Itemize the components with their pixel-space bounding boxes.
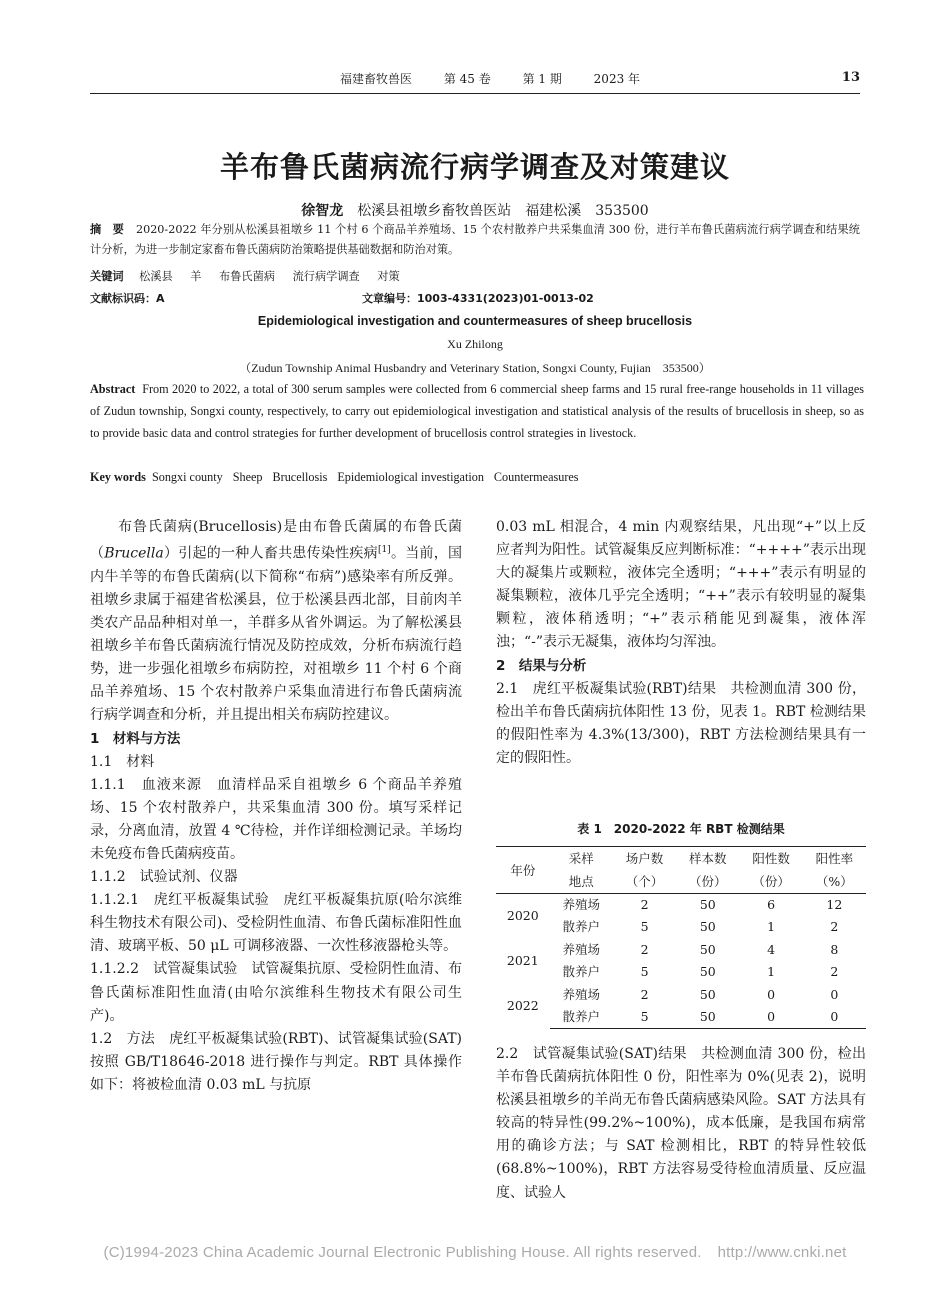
intro-text-a: 布鲁氏菌病(Brucellosis)是由布鲁氏菌属的布鲁氏菌（ (90, 519, 462, 562)
abstract-cn-text: 2020-2022 年分别从松溪县祖墩乡 11 个村 6 个商品羊养殖场、15 个农村散养户共采集血清 300 份，进行羊布鲁氏菌病流行病学调查和结果统计分析，为进一步制定家畜布鲁氏菌病防治策略提供基础数据和防治对策。 (90, 223, 860, 256)
column-header: （份） (739, 870, 802, 894)
section-heading: 2 结果与分析 (496, 657, 587, 674)
running-header (90, 70, 860, 92)
intro-genus: Brucella (104, 545, 164, 562)
header-rule (90, 93, 860, 94)
site-cell: 养殖场 (562, 897, 601, 912)
samples-cell: 50 (699, 941, 716, 957)
intro-text-c: 。当前，国内牛羊等的布鲁氏菌病(以下简称“布病”)感染率有所反弹。祖墩乡隶属于福建省松溪县，位于松溪县西北部，目前肉羊类农产品品种相对单一，羊群多从省外调运。为了解松溪县祖墩乡羊布鲁氏菌病流行情况及防控成效，分析布病流行趋势，进一步强化祖墩乡布病防控，对祖墩乡 11 个村 6 个商品羊养殖场、15 个农村散养户采集血清进行布鲁氏菌病流行病学调查和分析，并且提出相关布病防控建议。 (90, 545, 463, 724)
year-cell: 2022 (506, 998, 539, 1014)
column-header: （个） (613, 870, 676, 894)
paragraph: 1.1.2.2 试管凝集试验 试管凝集抗原、受检阴性血清、布鲁氏菌标准阳性血清(由哈尔滨维科生物技术有限公司生产)。 (90, 961, 462, 1024)
journal-volume: 第 45 卷 (443, 72, 491, 86)
samples-cell: 50 (699, 897, 716, 912)
body-right-column (496, 516, 866, 770)
paragraph: 1.1.2.1 虎红平板凝集试验 虎红平板凝集抗原(哈尔滨维科生物技术有限公司)、受检阴性血清、布鲁氏菌标准阳性血清、玻璃平板、50 μL 可调移液器、一次性移液器枪头等。 (90, 892, 462, 955)
rate-cell: 2 (830, 964, 839, 980)
positive-cell: 4 (767, 941, 776, 957)
column-header: 阳性数 (739, 847, 802, 871)
english-keywords-label: Key words (90, 470, 146, 484)
site-cell: 养殖场 (562, 986, 601, 1002)
farms-cell: 2 (640, 941, 649, 957)
doc-code: 文献标识码：A (90, 292, 165, 305)
english-abstract-text: From 2020 to 2022, a total of 300 serum samples were collected from 6 commercial sheep farms and 15 rural free-range households in 11 villages of Zudun township, Songxi county, respectively, to carry out epidemiological investigation and statistical analysis of the results of brucellosis in sheep, so as to provide basic data and control strategies for further development of brucellosis control strategies in livestock. (90, 382, 864, 440)
positive-cell: 6 (767, 897, 776, 912)
abstract-cn (90, 220, 860, 260)
farms-cell: 2 (640, 897, 649, 912)
column-header: 阳性率 (803, 847, 866, 871)
english-abstract-label: Abstract (90, 382, 136, 396)
keyword-en: Brucellosis (272, 470, 328, 484)
journal-year: 2023 年 (593, 72, 641, 86)
table-row (496, 916, 866, 938)
section-heading: 1 材料与方法 (90, 730, 181, 747)
body-right-column-lower (496, 1043, 866, 1205)
site-cell: 散养户 (562, 919, 601, 935)
english-affiliation: （Zudun Township Animal Husbandry and Veterinary Station, Songxi County, Fujian 353500） (239, 361, 711, 375)
paragraph: 2.2 试管凝集试验(SAT)结果 共检测血清 300 份，检出羊布鲁氏菌病抗体阳性 0 份，阳性率为 0%(见表 2)，说明松溪县祖墩乡的羊尚无布鲁氏菌病感染风险。SAT 方法具有较高的特异性(99.2%~100%)，成本低廉，是我国布病常用的确诊方法；与 SAT 检测相比，RBT 的特异性较低(68.8%~100%)，RBT 方法容易受待检血清质量、反应温度、试验人 (496, 1046, 866, 1201)
journal-issue: 第 1 期 (522, 72, 562, 86)
article-number: 文章编号：1003-4331(2023)01-0013-02 (362, 292, 594, 305)
column-header: 样本数 (676, 847, 739, 871)
copyright-footer (0, 1244, 950, 1261)
journal-info (340, 70, 668, 87)
positive-cell: 1 (767, 919, 776, 935)
subsection-heading: 1.1.2 试验试剂、仪器 (90, 869, 238, 886)
english-author: Xu Zhilong (447, 337, 503, 351)
copyright-text: (C)1994-2023 China Academic Journal Electronic Publishing House. All rights reserved. (103, 1244, 702, 1261)
column-header: （份） (676, 870, 739, 894)
author-name: 徐智龙 (301, 203, 344, 219)
paragraph: 1.2 方法 虎红平板凝集试验(RBT)、试管凝集试验(SAT)按照 GB/T18646-2018 进行操作与判定。RBT 具体操作如下：将被检血清 0.03 mL 与抗原 (90, 1030, 462, 1093)
body-left-column (90, 516, 462, 1097)
page-number: 13 (841, 70, 860, 85)
keyword-en: Sheep (232, 470, 263, 484)
farms-cell: 2 (640, 986, 649, 1002)
column-header: 采样 (550, 847, 613, 871)
samples-cell: 50 (699, 919, 716, 935)
samples-cell: 50 (699, 964, 716, 980)
site-cell: 散养户 (562, 964, 601, 980)
paragraph: 0.03 mL 相混合，4 min 内观察结果，凡出现“+”以上反应者判为阳性。试管凝集反应判断标准：“++++”表示出现大的凝集片或颗粒，液体完全透明；“+++”表示有明显的凝集颗粒，液体几乎完全透明；“++”表示有较明显的凝集颗粒，液体稍透明；“+”表示稍能见到凝集，液体浑浊；“-”表示无凝集，液体均匀浑浊。 (496, 519, 866, 651)
abstract-cn-label: 摘 要 (90, 223, 124, 236)
table-caption: 表 1 2020-2022 年 RBT 检测结果 (577, 822, 785, 836)
keyword-cn: 松溪县 (139, 270, 173, 283)
keywords-cn-label: 关键词 (90, 270, 124, 283)
samples-cell: 50 (699, 986, 716, 1002)
rate-cell: 0 (803, 1006, 866, 1029)
table-row (496, 939, 866, 961)
cnki-link[interactable]: http://www.cnki.net (717, 1244, 847, 1261)
column-header: （%） (803, 870, 866, 894)
column-header: 场户数 (613, 847, 676, 871)
year-cell: 2021 (506, 953, 539, 969)
rate-cell: 12 (826, 897, 843, 912)
intro-text-b: ）引起的一种人畜共患传染性疾病 (163, 545, 378, 562)
rate-cell: 2 (830, 919, 839, 935)
column-header: 年份 (496, 847, 550, 894)
farms-cell: 5 (640, 964, 649, 980)
classification-line (90, 290, 860, 306)
keyword-en: Epidemiological investigation (337, 470, 484, 484)
citation-ref: [1] (377, 545, 391, 556)
keywords-cn (90, 268, 860, 284)
table-row (496, 961, 866, 983)
author-affiliation: 松溪县祖墩乡畜牧兽医站 (357, 203, 512, 219)
rate-cell: 8 (830, 941, 839, 957)
rate-cell: 0 (830, 986, 839, 1002)
table-row (496, 894, 866, 917)
paragraph: 2.1 虎红平板凝集试验(RBT)结果 共检测血清 300 份，检出羊布鲁氏菌病抗体阳性 13 份，见表 1。RBT 检测结果的假阳性率为 4.3%(13/300)，RBT 方法检测结果具有一定的假阳性。 (496, 680, 866, 766)
positive-cell: 0 (767, 986, 776, 1002)
site-cell: 养殖场 (562, 941, 601, 957)
keyword-cn: 羊 (190, 270, 202, 283)
rbt-results-table (496, 846, 866, 1029)
table-row (496, 1006, 866, 1029)
column-header: 地点 (550, 870, 613, 894)
english-title: Epidemiological investigation and countermeasures of sheep brucellosis (257, 314, 693, 328)
year-cell: 2020 (506, 908, 539, 924)
keyword-en: Songxi county (151, 470, 223, 484)
positive-cell: 0 (739, 1006, 802, 1029)
keyword-cn: 布鲁氏菌病 (219, 270, 275, 283)
author-postcode: 353500 (595, 203, 649, 219)
author-line (0, 200, 950, 220)
paragraph: 1.1.1 血液来源 血清样品采自祖墩乡 6 个商品羊养殖场、15 个农村散养户，共采集血清 300 份。填写采样记录，分离血清，放置 4 ℃待检，并作详细检测记录。羊场均未免疫布鲁氏菌病疫苗。 (90, 776, 462, 862)
english-keywords (90, 470, 860, 485)
keyword-en: Countermeasures (493, 470, 579, 484)
article-title: 羊布鲁氏菌病流行病学调查及对策建议 (219, 150, 730, 184)
author-location: 福建松溪 (525, 203, 582, 219)
keyword-cn: 流行病学调查 (292, 270, 360, 283)
samples-cell: 50 (676, 1006, 739, 1029)
table-row (496, 984, 866, 1006)
keyword-cn: 对策 (377, 270, 400, 283)
farms-cell: 5 (640, 919, 649, 935)
site-cell: 散养户 (550, 1006, 613, 1029)
subsection-heading: 1.1 材料 (90, 753, 155, 770)
intro-paragraph (90, 516, 462, 728)
positive-cell: 1 (767, 964, 776, 980)
english-abstract (90, 378, 864, 444)
farms-cell: 5 (613, 1006, 676, 1029)
journal-name: 福建畜牧兽医 (340, 72, 413, 86)
